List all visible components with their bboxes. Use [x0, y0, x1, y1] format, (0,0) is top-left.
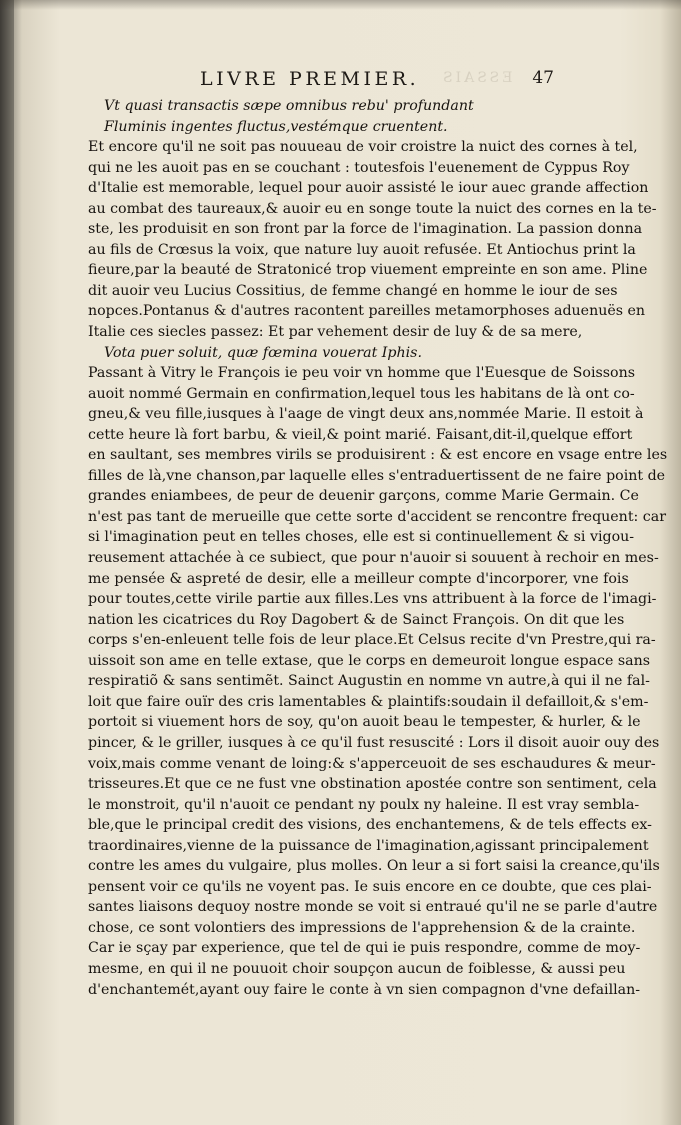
book-spine — [0, 0, 14, 1125]
body-text — [88, 96, 668, 1000]
text-line: uissoit son ame en telle extase, que le corps en demeuroit longue espace sans — [88, 652, 651, 669]
text-line: loit que faire ouïr des cris lamentables & plaintifs:soudain il defailloit,& s'em- — [88, 693, 649, 710]
text-line: contre les ames du vulgaire, plus molles. On leur a si fort saisi la creance,qu'ils — [88, 858, 660, 875]
text-line: le monstroit, qu'il n'auoit ce pendant ny poulx ny haleine. Il est vray sembla- — [88, 796, 640, 813]
text-line: Italie ces siecles passez: Et par vehement desir de luy & de sa mere, — [88, 324, 583, 341]
verse-line: Vt quasi transactis sæpe omnibus rebu' profundant — [104, 98, 474, 114]
running-head-title: LIVRE PREMIER. — [200, 68, 420, 90]
text-line: en saultant, ses membres virils se produisirent : & est encore en vsage entre les — [88, 447, 668, 464]
text-line: me pensée & aspreté de desir, elle a meilleur compte d'incorporer, vne fois — [88, 570, 629, 587]
page-number: 47 — [532, 68, 554, 88]
verse-line: Vota puer soluit, quæ fœmina vouerat Iphis. — [104, 344, 422, 361]
text-line: Passant à Vitry le François ie peu voir vn homme que l'Euesque de Soissons — [88, 365, 636, 382]
text-line: qui ne les auoit pas en se couchant : toutesfois l'euenement de Cyppus Roy — [88, 159, 630, 176]
text-line: n'est pas tant de merueille que cette sorte d'accident se rencontre frequent: car — [88, 508, 666, 525]
show-through-text: ESSAIS — [440, 70, 513, 86]
text-line: nation les cicatrices du Roy Dagobert & de Sainct François. On dit que les — [88, 611, 625, 628]
text-line: fieure,par la beauté de Stratonicé trop viuement empreinte en son ame. Pline — [88, 262, 648, 279]
text-line: au combat des taureaux,& auoir eu en songe toute la nuict des cornes en la te- — [88, 200, 657, 217]
text-line: filles de là,vne chanson,par laquelle elles s'entraduertissent de ne faire point de — [88, 467, 666, 484]
text-line: voix,mais comme venant de loing:& s'apperceuoit de ses eschaudures & meur- — [88, 755, 656, 772]
text-line: pincer, & le griller, iusques à ce qu'il fust resuscité : Lors il disoit auoir ouy des — [88, 734, 660, 751]
text-line: respiratiõ & sans sentimẽt. Sainct Augustin en nomme vn autre,à qui il ne fal- — [88, 673, 650, 690]
text-line: grandes eniambees, de peur de deuenir garçons, comme Marie Germain. Ce — [88, 488, 639, 505]
text-line: portoit si viuement hors de soy, qu'on auoit beau le tempester, & hurler, & le — [88, 714, 641, 731]
text-line: pensent voir ce qu'ils ne voyent pas. Ie suis encore en ce doubte, que ces plai- — [88, 878, 652, 895]
text-line: reusement attachée à ce subiect, que pour n'auoir si souuent à rechoir en mes- — [88, 550, 659, 567]
verse-line: Fluminis ingentes fluctus,vestémque cruentent. — [104, 118, 448, 135]
text-line: trisseures.Et que ce ne fust vne obstination apostée contre son sentiment, cela — [88, 776, 657, 793]
text-line: cette heure là fort barbu, & vieil,& point marié. Faisant,dit-il,quelque effort — [88, 426, 633, 443]
page-top-shadow — [0, 0, 681, 10]
text-line: Car ie sçay par experience, que tel de qui ie puis respondre, comme de moy- — [88, 940, 641, 957]
text-line: dit auoir veu Lucius Cossitius, de femme changé en homme le iour de ses — [88, 282, 618, 299]
text-line: traordinaires,vienne de la puissance de l'imagination,agissant principalement — [88, 837, 649, 854]
text-line: ste, les produisit en son front par la force de l'imagination. La passion donna — [88, 221, 643, 238]
text-line: d'enchantemét,ayant ouy faire le conte à vn sien compagnon d'vne defaillan- — [88, 981, 641, 998]
text-line: mesme, en qui il ne pouuoit choir soupçon aucun de foiblesse, & aussi peu — [88, 960, 626, 977]
text-line: corps s'en-enleuent telle fois de leur place.Et Celsus recite d'vn Prestre,qui ra- — [88, 632, 656, 649]
text-line: santes liaisons dequoy nostre monde se voit si entraué qu'il ne se parle d'autre — [88, 899, 658, 916]
text-line: d'Italie est memorable, lequel pour auoir assisté le iour auec grande affection — [88, 180, 649, 197]
running-head — [88, 66, 562, 92]
text-line: pour toutes,cette virile partie aux filles.Les vns attribuent à la force de l'imagi- — [88, 591, 657, 608]
text-line: Et encore qu'il ne soit pas nouueau de voir croistre la nuict des cornes à tel, — [88, 139, 638, 156]
text-line: si l'imagination peut en telles choses, elle est si continuellement & si vigou- — [88, 529, 635, 546]
text-line: au fils de Crœsus la voix, que nature luy auoit refusée. Et Antiochus print la — [88, 241, 636, 258]
text-line: ble,que le principal credit des visions, des enchantemens, & de tels effects ex- — [88, 817, 652, 834]
text-line: chose, ce sont volontiers des impressions de l'apprehension & de la crainte. — [88, 919, 636, 936]
text-line: gneu,& veu fille,iusques à l'aage de vingt deux ans,nommée Marie. Il estoit à — [88, 406, 644, 423]
text-line: nopces.Pontanus & d'autres racontent pareilles metamorphoses aduenuës en — [88, 303, 646, 320]
text-line: auoit nommé Germain en confirmation,lequel tous les habitans de là ont co- — [88, 385, 635, 402]
